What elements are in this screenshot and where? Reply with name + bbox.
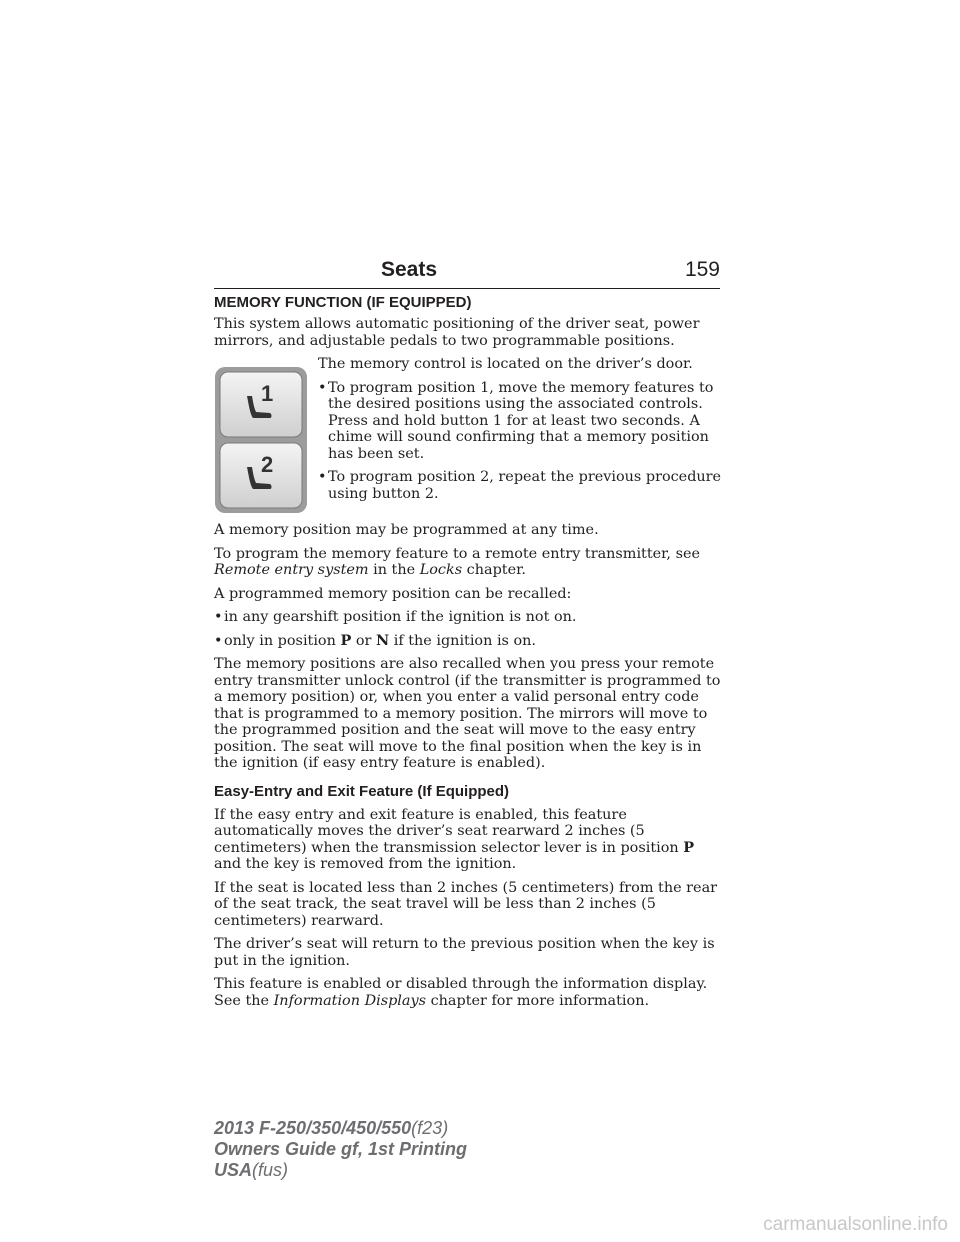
memory-control-text <box>318 356 722 514</box>
locks-chapter-reference: Locks <box>419 562 463 578</box>
section-title: Seats <box>381 258 438 281</box>
memory-control-location: The memory control is located on the driver’s door. <box>318 356 693 372</box>
memory-control-section <box>214 356 722 514</box>
memory-function-heading: MEMORY FUNCTION (IF EQUIPPED) <box>214 294 472 311</box>
list-item: • in any gearshift position if the ignition is not on. <box>214 609 577 625</box>
list-item: • To program position 2, repeat the previous procedure using button 2. <box>318 469 722 502</box>
recall-intro: A programmed memory position can be recalled: <box>214 585 572 602</box>
remote-entry-reference: Remote entry system <box>214 562 369 578</box>
list-item: • only in position P or N if the ignition is on. <box>214 631 537 649</box>
memory-anytime: A memory position may be programmed at any time. <box>214 522 599 538</box>
remote-entry-paragraph: To program the memory feature to a remote entry transmitter, see Remote entry system in the Locks chapter. <box>214 545 700 578</box>
page-number: 159 <box>684 258 720 281</box>
easy-entry-paragraph-3: The driver’s seat will return to the previous position when the key is put in the ignition. <box>214 936 715 969</box>
svg-text:2: 2 <box>261 452 274 477</box>
memory-intro: This system allows automatic positioning of the driver seat, power mirrors, and adjustable pedals to two programmable positions. <box>214 316 700 349</box>
memory-seat-buttons-figure <box>214 366 308 514</box>
svg-text:1: 1 <box>261 381 274 406</box>
memory-recalled-paragraph: The memory positions are also recalled when you press your remote entry transmitter unlock control (if the transmitter is programmed to a memory position) or, when you enter a valid personal entry code that is programmed to a memory position. The mirrors will move to the programmed position and the seat will move to the easy entry position. The seat will move to the final position when the key is in the ignition (if easy entry feature is enabled). <box>214 656 721 771</box>
easy-entry-paragraph-4: This feature is enabled or disabled through the information display. See the Information Displays chapter for more information. <box>214 976 708 1009</box>
watermark: carmanualsonline.info <box>763 1214 948 1235</box>
page-footer: 2013 F-250/350/450/550(f23) Owners Guide gf, 1st Printing USA(fus) <box>214 1118 468 1180</box>
page-content <box>214 293 722 1016</box>
list-item: • To program position 1, move the memory features to the desired positions using the associated controls. Press and hold button 1 for at least two seconds. A chime will sound confirming that a memory position has been set. <box>318 379 714 462</box>
easy-entry-paragraph-2: If the seat is located less than 2 inches (5 centimeters) from the rear of the seat track, the seat travel will be less than 2 inches (5 centimeters) rearward. <box>214 879 718 929</box>
easy-entry-heading: Easy-Entry and Exit Feature (If Equipped) <box>214 782 510 800</box>
page-header <box>214 258 720 289</box>
easy-entry-paragraph-1: If the easy entry and exit feature is enabled, this feature automatically moves the driver’s seat rearward 2 inches (5 centimeters) when the transmission selector lever is in position P and the key is removed from the ignition. <box>214 806 695 872</box>
information-displays-reference: Information Displays <box>273 992 426 1009</box>
